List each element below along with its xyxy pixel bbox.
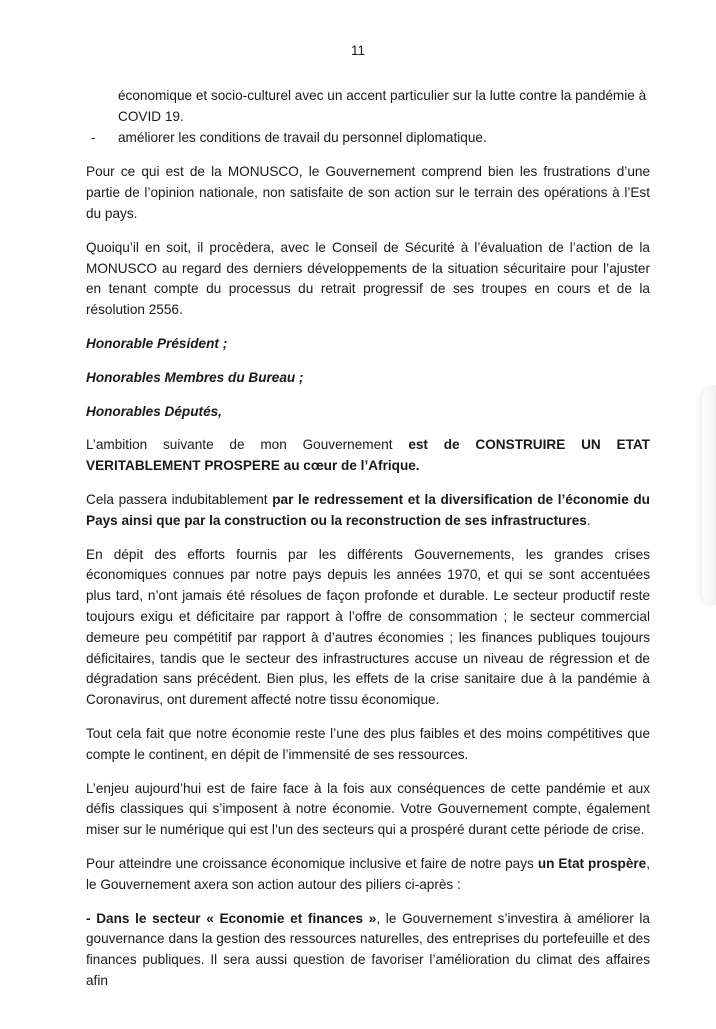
passera-tail: . xyxy=(586,512,591,528)
passera-bold: par le redressement et la diversification de l’économie du Pays ainsi que par la construction ou la reconstruction de ses infrastructures xyxy=(86,491,650,528)
passera-lead: Cela passera indubitablement xyxy=(86,491,273,507)
paragraph-passera xyxy=(86,490,650,532)
bullet-item xyxy=(86,128,650,149)
croissance-tail: , le Gouvernement axera son action autour des piliers ci-après : xyxy=(86,855,651,892)
secteur-bold: - Dans le secteur « Economie et finances » xyxy=(86,910,377,926)
croissance-lead: Pour atteindre une croissance économique inclusive et faire de notre pays xyxy=(86,855,538,871)
ambition-lead: L’ambition suivante de mon Gouvernement xyxy=(86,437,409,453)
paragraph-faibles: Tout cela fait que notre économie reste l’une des plus faibles et des moins compétitives que compte le continent, en dépit de l’immensité de ses ressources. xyxy=(86,725,650,762)
salutation-deputes: Honorables Députés, xyxy=(86,403,222,419)
paragraph-secteur xyxy=(86,909,650,992)
salutation-bureau: Honorables Membres du Bureau ; xyxy=(86,369,304,385)
croissance-bold: un Etat prospère xyxy=(537,855,647,871)
paragraph-monusco: Pour ce qui est de la MONUSCO, le Gouvernement comprend bien les frustrations d’une partie de l’opinion nationale, non satisfaite de son action sur le terrain des opérations à l’Est du pays. xyxy=(86,164,650,221)
paragraph-croissance xyxy=(86,854,650,896)
paragraph-conseil: Quoiqu’il en soit, il procèdera, avec le Conseil de Sécurité à l’évaluation de l’action de la MONUSCO au regard des derniers développements de la situation sécuritaire pour l’ajuster en tenant compte du processus du retrait progressif de ses troupes en cours et de la résolution 2556. xyxy=(86,239,650,318)
secteur-tail: , le Gouvernement s’investira à améliorer la gouvernance dans la gestion des ressources naturelles, des entreprises du portefeuille et des finances publiques. Il sera aussi question de favoriser l’amélioration du climat des affaires afin xyxy=(86,910,650,988)
paragraph-enjeu: L’enjeu aujourd’hui est de faire face à la fois aux conséquences de cette pandémie et aux défis classiques qui s’imposent à notre économie. Votre Gouvernement compte, également miser sur le numérique qui est l’un des secteurs qui a prospéré durant cette période de crise. xyxy=(86,780,650,838)
bullet-text: améliorer les conditions de travail du personnel diplomatique. xyxy=(118,129,487,145)
paragraph-ambition xyxy=(86,435,650,477)
bullet-dash: - xyxy=(91,129,96,145)
page-edge-shadow xyxy=(702,385,716,605)
paragraph-crises: En dépit des efforts fournis par les différents Gouvernements, les grandes crises économiques connues par notre pays depuis les années 1970, et qui se sont accentuées plus tard, n’ont jamais été résolues de façon profonde et durable. Le secteur productif reste toujours exigu et déficitaire par rapport à l’offre de consommation ; le secteur commercial demeure peu compétitif par rapport à d’autres économies ; les finances publiques toujours déficitaires, tandis que le secteur des infrastructures accuse un niveau de régression et de dégradation sans précédent. Bien plus, les effets de la crise sanitaire due à la pandémie à Coronavirus, ont durement affecté notre tissu économique. xyxy=(86,546,650,708)
ambition-bold: est de CONSTRUIRE UN ETAT VERITABLEMENT PROSPERE au cœur de l’Afrique. xyxy=(86,437,650,474)
page-number: 11 xyxy=(350,43,365,58)
document-body xyxy=(86,86,650,1005)
continuation-text: économique et socio-culturel avec un accent particulier sur la lutte contre la pandémie à COVID 19. xyxy=(118,88,647,124)
salutation-president: Honorable Président ; xyxy=(86,335,228,351)
